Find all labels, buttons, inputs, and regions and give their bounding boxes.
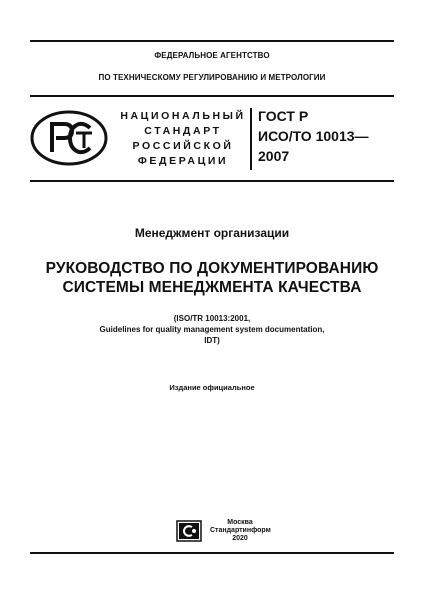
designation-line-2: ИСО/ТО 10013— xyxy=(258,128,369,144)
iso-reference-line-2: Guidelines for quality management system documentation, xyxy=(99,325,325,334)
agency-line-1: ФЕДЕРАЛЬНОЕ АГЕНТСТВО xyxy=(154,51,270,60)
standartinform-logo-icon xyxy=(176,520,202,542)
edition-label: Издание официальное xyxy=(169,383,255,392)
publisher-name: Стандартинформ xyxy=(210,527,271,534)
header-rule xyxy=(30,95,394,97)
gost-r-seal-icon xyxy=(30,110,108,166)
top-rule xyxy=(30,40,394,42)
iso-reference-line-3: IDT) xyxy=(204,336,220,345)
main-title-line-1: РУКОВОДСТВО ПО ДОКУМЕНТИРОВАНИЮ xyxy=(45,260,379,277)
bottom-rule xyxy=(30,552,394,554)
publisher-year: 2020 xyxy=(232,535,248,542)
designation-rule xyxy=(30,180,394,182)
designation-line-3: 2007 xyxy=(258,148,290,164)
iso-reference-line-1: (ISO/TR 10013:2001, xyxy=(173,314,251,323)
standard-type-line-2: СТАНДАРТ xyxy=(144,125,222,137)
publisher-city: Москва xyxy=(227,519,253,526)
standard-type-line-3: РОССИЙСКОЙ xyxy=(132,140,234,152)
standard-type-line-1: НАЦИОНАЛЬНЫЙ xyxy=(120,110,246,122)
designation-divider xyxy=(250,108,252,170)
standard-type-line-4: ФЕДЕРАЦИИ xyxy=(137,155,229,167)
designation-line-1: ГОСТ Р xyxy=(258,108,309,124)
section-title: Менеджмент организации xyxy=(134,226,290,240)
main-title-line-2: СИСТЕМЫ МЕНЕДЖМЕНТА КАЧЕСТВА xyxy=(62,279,362,296)
agency-line-2: ПО ТЕХНИЧЕСКОМУ РЕГУЛИРОВАНИЮ И МЕТРОЛОГИИ xyxy=(98,73,326,82)
